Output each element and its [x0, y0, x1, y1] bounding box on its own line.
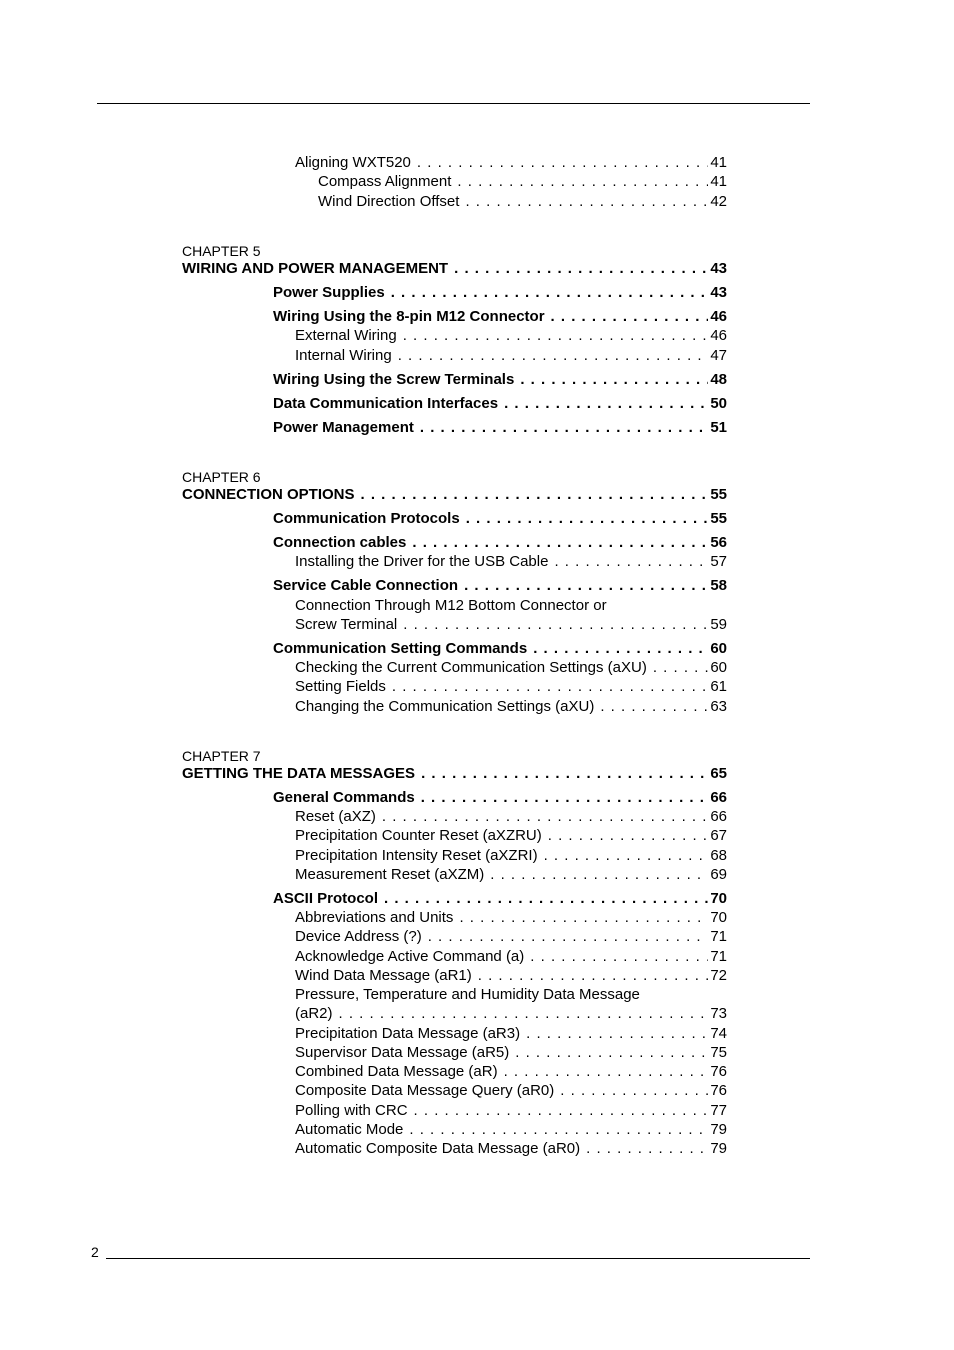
dot-leader: [421, 765, 708, 783]
toc-section[interactable]: [273, 534, 727, 552]
toc-entry-title: Compass Alignment: [318, 173, 452, 190]
toc-page-number: 59: [710, 616, 727, 633]
dot-leader: [403, 327, 709, 345]
dot-leader: [457, 173, 708, 191]
toc-entry-aligning[interactable]: [295, 154, 727, 172]
dot-leader: [420, 419, 708, 437]
dot-leader: [414, 1102, 709, 1120]
toc-page-number: 56: [710, 534, 727, 551]
dot-leader: [504, 1063, 709, 1081]
toc-entry-title: Wind Data Message (aR1): [295, 967, 472, 984]
toc-entry-title: Automatic Composite Data Message (aR0): [295, 1140, 581, 1157]
dot-leader: [504, 395, 708, 413]
toc-subsection[interactable]: [295, 1082, 727, 1100]
dot-leader: [530, 948, 708, 966]
toc-entry-title: Communication Protocols: [273, 510, 460, 527]
toc-subsection[interactable]: [295, 1140, 727, 1158]
toc-entry-title: Precipitation Intensity Reset (aXZRI): [295, 847, 538, 864]
toc-section[interactable]: [273, 308, 727, 326]
dot-leader: [409, 1121, 708, 1139]
toc-page-number: 76: [710, 1082, 727, 1099]
toc-page-number: 43: [710, 260, 727, 277]
toc-entry-title: Setting Fields: [295, 678, 386, 695]
toc-section[interactable]: [273, 371, 727, 389]
toc-subsection[interactable]: [295, 847, 727, 865]
toc-subsection[interactable]: [295, 808, 727, 826]
toc-page-number: 68: [710, 847, 727, 864]
toc-entry-title: Service Cable Connection: [273, 577, 459, 594]
toc-entry-title: (aR2): [295, 1005, 333, 1022]
dot-leader: [454, 260, 708, 278]
toc-entry-wind-offset[interactable]: [318, 193, 727, 211]
toc-page-number: 60: [710, 640, 727, 657]
dot-leader: [417, 154, 708, 172]
toc-subsection[interactable]: [295, 967, 727, 985]
dot-leader: [520, 371, 708, 389]
toc-page-number: 79: [710, 1140, 727, 1157]
toc-entry-title: ASCII Protocol: [273, 890, 379, 907]
toc-page-number: 70: [710, 890, 727, 907]
toc-entry-title: CONNECTION OPTIONS: [182, 486, 355, 503]
toc-entry-title: Abbreviations and Units: [295, 909, 454, 926]
dot-leader: [421, 789, 709, 807]
toc-page-number: 71: [710, 948, 727, 965]
dot-leader: [339, 1005, 709, 1023]
dot-leader: [586, 1140, 708, 1158]
page-number: 2: [91, 1244, 99, 1260]
footer-rule: [106, 1258, 810, 1259]
chapter-7-title[interactable]: [182, 765, 727, 783]
toc-section[interactable]: [273, 890, 727, 908]
toc-page-number: 79: [710, 1121, 727, 1138]
dot-leader: [392, 678, 708, 696]
toc-page-number: 69: [710, 866, 727, 883]
toc-page-number: 75: [710, 1044, 727, 1061]
toc-subsection[interactable]: [295, 1025, 727, 1043]
chapter-6-title[interactable]: [182, 486, 727, 504]
dot-leader: [600, 698, 708, 716]
toc-subsection[interactable]: [295, 1102, 727, 1120]
toc-subsection[interactable]: [295, 948, 727, 966]
toc-subsection-line1[interactable]: Connection Through M12 Bottom Connector or: [295, 597, 607, 614]
toc-page-number: 74: [710, 1025, 727, 1042]
dot-leader: [653, 659, 708, 677]
toc-page-number: 70: [710, 909, 727, 926]
toc-entry-title: Connection cables: [273, 534, 407, 551]
dot-leader: [544, 847, 709, 865]
toc-entry-title: Communication Setting Commands: [273, 640, 528, 657]
toc-page-number: 43: [710, 284, 727, 301]
toc-entry-title: General Commands: [273, 789, 415, 806]
toc-subsection[interactable]: [295, 928, 727, 946]
toc-section[interactable]: [273, 577, 727, 595]
dot-leader: [361, 486, 709, 504]
dot-leader: [459, 909, 708, 927]
toc-page-number: 46: [710, 308, 727, 325]
toc-page-number: 41: [710, 154, 727, 171]
toc-page-number: 50: [710, 395, 727, 412]
dot-leader: [403, 616, 708, 634]
toc-page-number: 66: [710, 789, 727, 806]
toc-entry-title: Installing the Driver for the USB Cable: [295, 553, 549, 570]
toc-entry-compass[interactable]: [318, 173, 727, 191]
toc-page-number: 55: [710, 486, 727, 503]
toc-entry-title: Internal Wiring: [295, 347, 392, 364]
toc-page-number: 65: [710, 765, 727, 782]
toc-page-number: 58: [710, 577, 727, 594]
dot-leader: [464, 577, 708, 595]
toc-entry-title: Power Supplies: [273, 284, 385, 301]
toc-page-number: 48: [710, 371, 727, 388]
toc-entry-title: Wiring Using the 8-pin M12 Connector: [273, 308, 545, 325]
toc-subsection[interactable]: [295, 698, 727, 716]
dot-leader: [554, 553, 708, 571]
toc-subsection[interactable]: [295, 553, 727, 571]
toc-subsection[interactable]: [295, 827, 727, 845]
dot-leader: [533, 640, 708, 658]
toc-subsection[interactable]: [295, 347, 727, 365]
toc-subsection[interactable]: [295, 1044, 727, 1062]
toc-page-number: 63: [710, 698, 727, 715]
header-rule: [97, 103, 810, 104]
toc-page-number: 67: [710, 827, 727, 844]
chapter-5-title[interactable]: [182, 260, 727, 278]
toc-entry-title: Screw Terminal: [295, 616, 398, 633]
toc-section[interactable]: [273, 284, 727, 302]
dot-leader: [384, 890, 708, 908]
chapter-7-label: CHAPTER 7: [182, 748, 261, 764]
toc-section[interactable]: [273, 789, 727, 807]
dot-leader: [490, 866, 708, 884]
toc-entry-title: Combined Data Message (aR): [295, 1063, 498, 1080]
toc-entry-title: Device Address (?): [295, 928, 422, 945]
toc-entry-title: Composite Data Message Query (aR0): [295, 1082, 555, 1099]
toc-entry-title: Supervisor Data Message (aR5): [295, 1044, 510, 1061]
toc-subsection[interactable]: [295, 1063, 727, 1081]
toc-section[interactable]: [273, 510, 727, 528]
toc-entry-title: Precipitation Counter Reset (aXZRU): [295, 827, 542, 844]
toc-entry-title: Power Management: [273, 419, 414, 436]
toc-entry-title: External Wiring: [295, 327, 397, 344]
toc-subsection[interactable]: [295, 1121, 727, 1139]
toc-subsection[interactable]: [295, 678, 727, 696]
toc-entry-title: Wiring Using the Screw Terminals: [273, 371, 515, 388]
toc-entry-title: Reset (aXZ): [295, 808, 376, 825]
toc-section[interactable]: [273, 640, 727, 658]
toc-section[interactable]: [273, 395, 727, 413]
toc-subsection[interactable]: [295, 909, 727, 927]
toc-entry-title: Polling with CRC: [295, 1102, 408, 1119]
toc-entry-title: Measurement Reset (aXZM): [295, 866, 485, 883]
toc-subsection[interactable]: [295, 1005, 727, 1023]
toc-page-number: 55: [710, 510, 727, 527]
toc-page-number: 41: [710, 173, 727, 190]
toc-page-number: 51: [710, 419, 727, 436]
dot-leader: [465, 193, 708, 211]
toc-subsection[interactable]: [295, 659, 727, 677]
dot-leader: [466, 510, 709, 528]
toc-page-number: 61: [710, 678, 727, 695]
dot-leader: [391, 284, 709, 302]
toc-page-number: 76: [710, 1063, 727, 1080]
chapter-5-label: CHAPTER 5: [182, 243, 261, 259]
toc-entry-title: Automatic Mode: [295, 1121, 404, 1138]
toc-entry-title: Aligning WXT520: [295, 154, 411, 171]
toc-page-number: 57: [710, 553, 727, 570]
dot-leader: [560, 1082, 708, 1100]
dot-leader: [428, 928, 709, 946]
toc-entry-title: Acknowledge Active Command (a): [295, 948, 525, 965]
toc-subsection[interactable]: [295, 616, 727, 634]
toc-page-number: 72: [710, 967, 727, 984]
toc-subsection-line1[interactable]: Pressure, Temperature and Humidity Data Message: [295, 986, 640, 1003]
toc-entry-title: Changing the Communication Settings (aXU): [295, 698, 595, 715]
dot-leader: [382, 808, 708, 826]
toc-subsection[interactable]: [295, 327, 727, 345]
toc-page-number: 77: [710, 1102, 727, 1119]
toc-page-number: 47: [710, 347, 727, 364]
dot-leader: [551, 308, 709, 326]
toc-entry-title: Data Communication Interfaces: [273, 395, 499, 412]
dot-leader: [548, 827, 709, 845]
dot-leader: [478, 967, 709, 985]
toc-page-number: 60: [710, 659, 727, 676]
chapter-6-label: CHAPTER 6: [182, 469, 261, 485]
toc-entry-title: Checking the Current Communication Settings (aXU): [295, 659, 647, 676]
toc-page-number: 46: [710, 327, 727, 344]
toc-entry-title: Wind Direction Offset: [318, 193, 460, 210]
dot-leader: [398, 347, 709, 365]
toc-page-number: 42: [710, 193, 727, 210]
toc-page-number: 71: [710, 928, 727, 945]
toc-page-number: 73: [710, 1005, 727, 1022]
dot-leader: [412, 534, 708, 552]
toc-entry-title: GETTING THE DATA MESSAGES: [182, 765, 416, 782]
toc-page-number: 66: [710, 808, 727, 825]
toc-entry-title: WIRING AND POWER MANAGEMENT: [182, 260, 449, 277]
dot-leader: [515, 1044, 708, 1062]
toc-subsection[interactable]: [295, 866, 727, 884]
dot-leader: [526, 1025, 708, 1043]
toc-section[interactable]: [273, 419, 727, 437]
toc-entry-title: Precipitation Data Message (aR3): [295, 1025, 521, 1042]
